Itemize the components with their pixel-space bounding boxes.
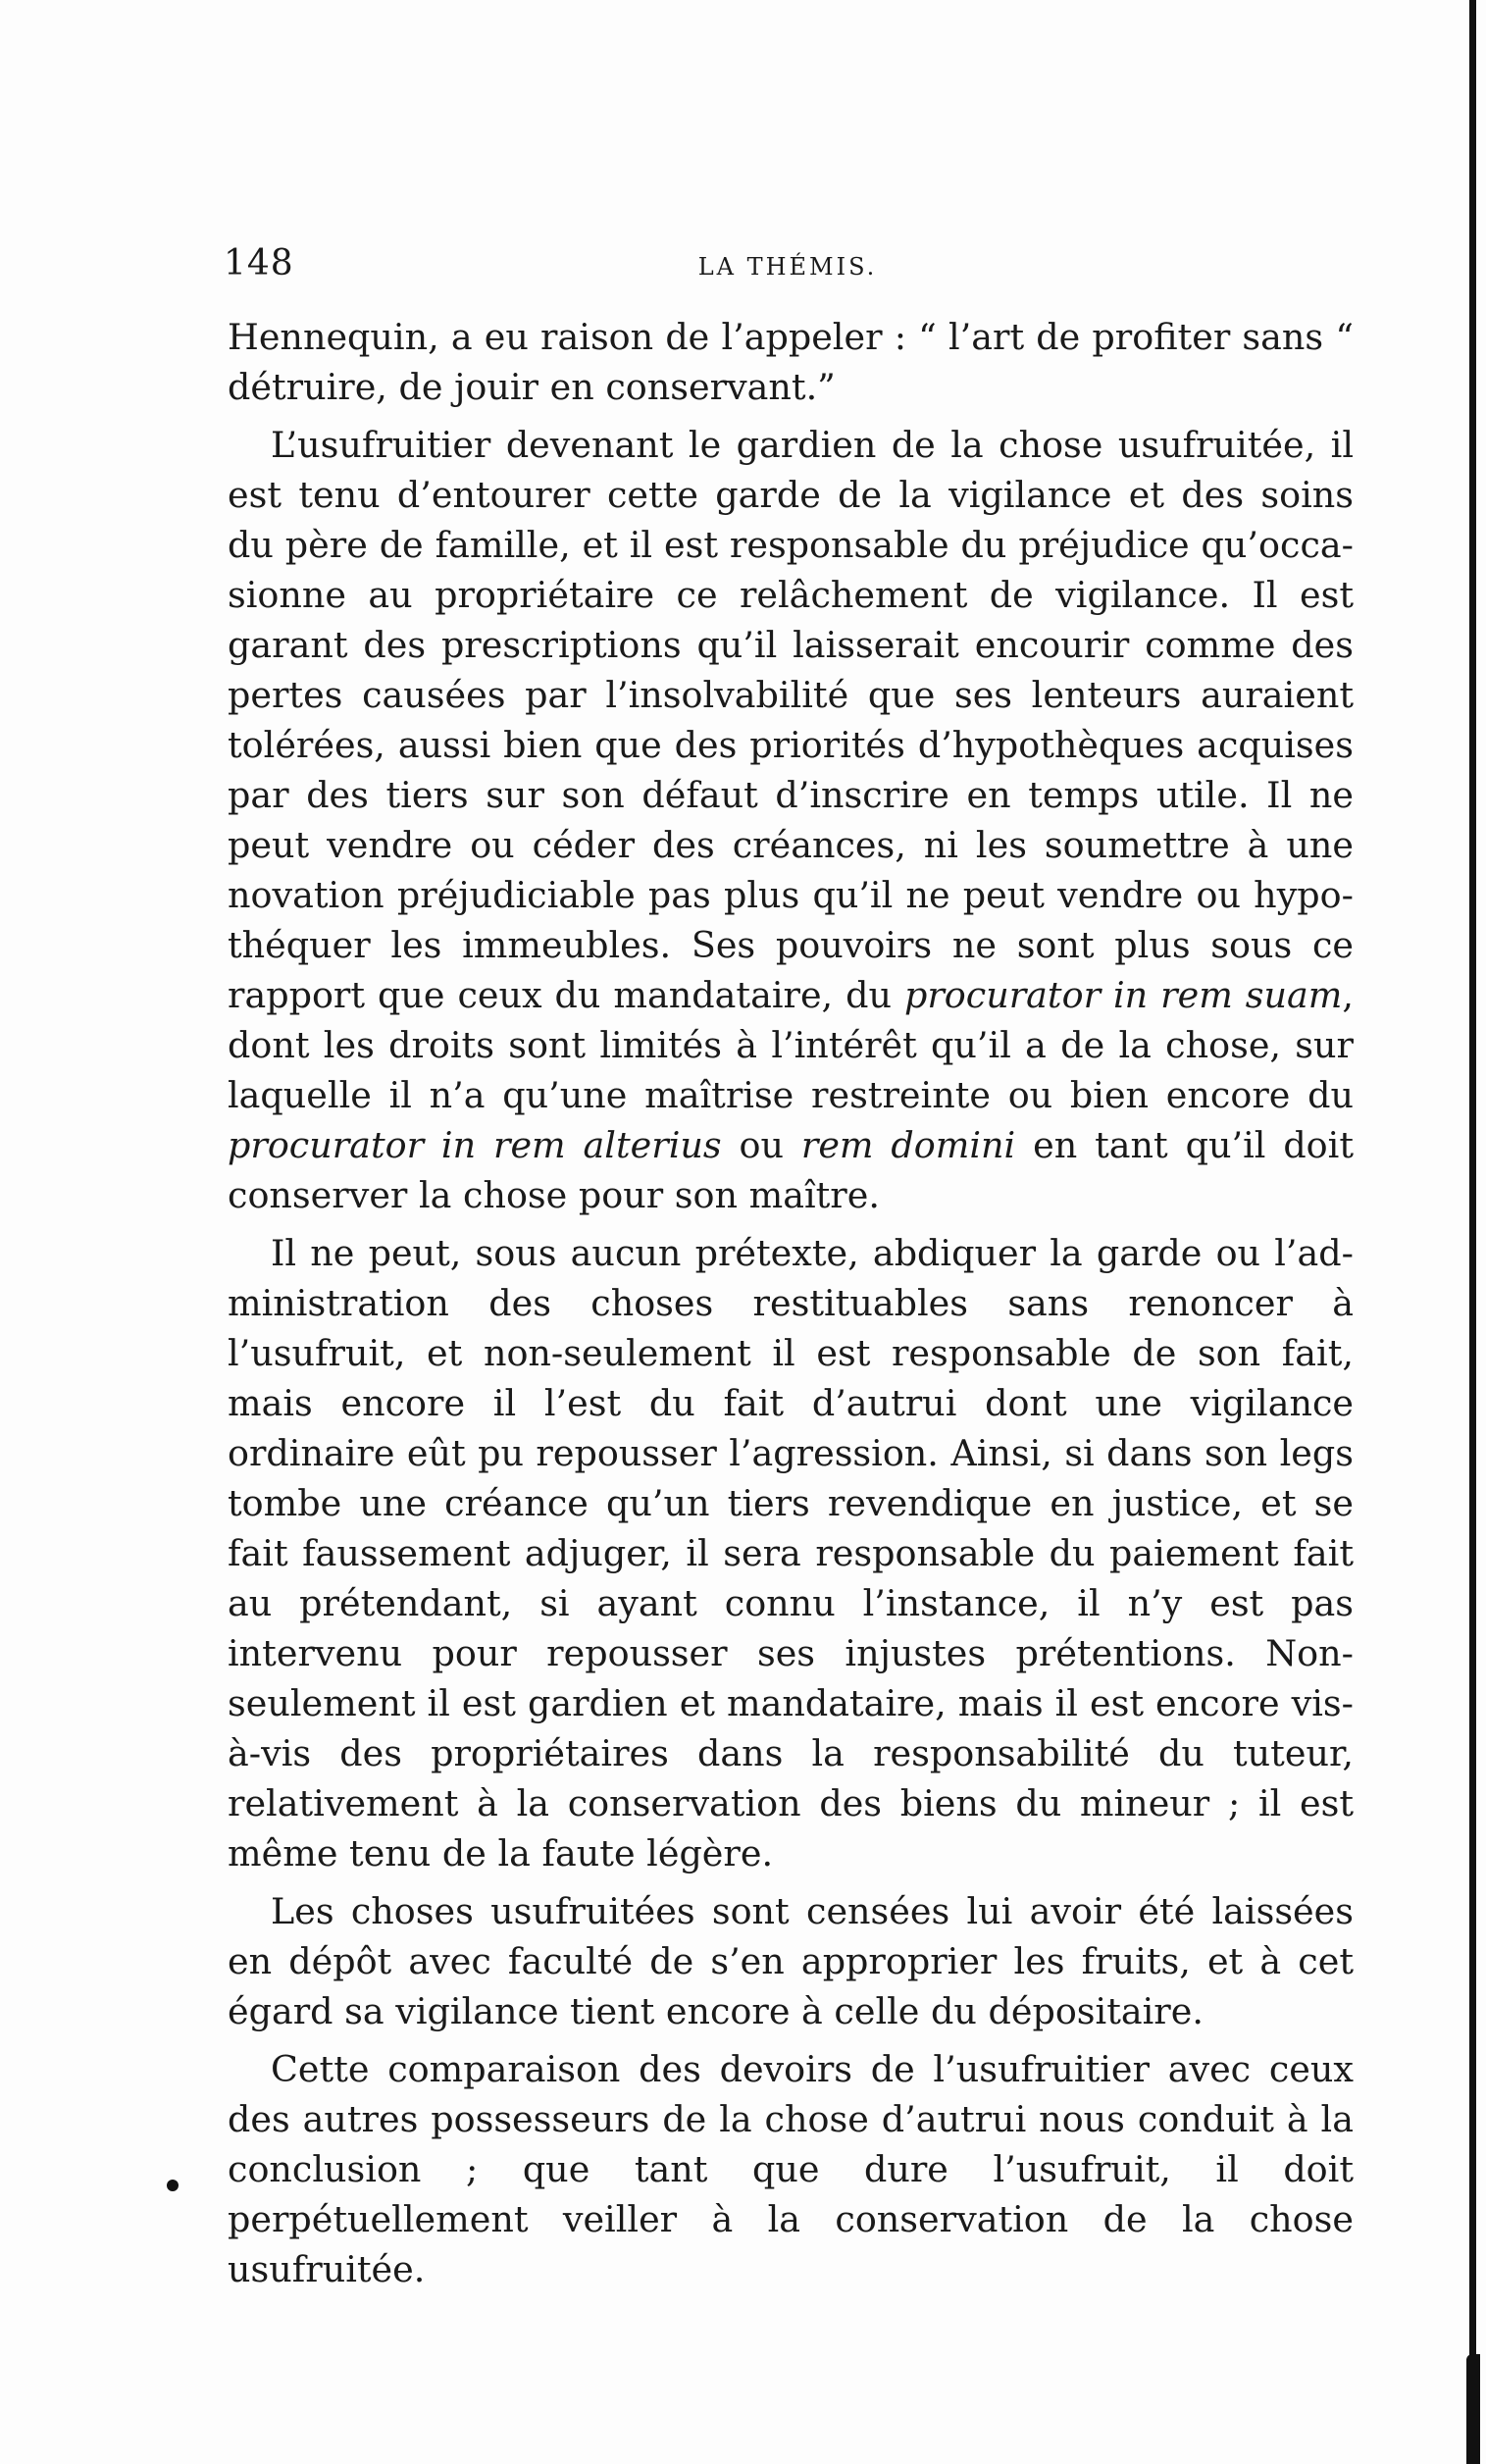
paragraph-2-part-4: en tant qu’il doit conserver la chose pour son maître. [228, 1124, 1355, 1216]
paragraph-2 [228, 420, 1354, 1220]
paragraph-5: Cette comparaison des devoirs de l’usufruitier avec ceux des autres possesseurs de la chose d’autrui nous conduit à la conclusion ; que tant que dure l’usufruit, il doit perpétuellement veiller à la conservation de la chose usufruitée. [228, 2048, 1354, 2290]
latin-term-procurator-in-rem-suam: procurator in rem suam [903, 974, 1343, 1016]
paragraph-2-part-1: L’usufruitier devenant le gardien de la chose usufruitée, il est tenu d’entourer cette garde de la vigilance et des soins du père de famille, et il est responsable du préjudice qu’occasionne au propriétaire ce relâchement de vigilance. Il est garant des prescriptions qu’il laisserait encourir comme des pertes causées par l’insolvabilité que ses lenteurs auraient tolérées, aussi bien que des priorités d’hypothèques acquises par des tiers sur son défaut d’inscrire en temps utile. Il ne peut vendre ou céder des créances, ni les soumettre à une novation préjudiciable pas plus qu’il ne peut vendre ou hypothéquer les immeubles. Ses pouvoirs ne sont plus sous ce rapport que ceux du mandataire, du [228, 424, 1354, 1016]
paragraph-2-part-2: , dont les droits sont limités à l’intérêt qu’il a de la chose, sur laquelle il n’a qu’une maîtrise restreinte ou bien encore du [228, 974, 1354, 1116]
latin-term-rem-domini: rem domini [800, 1124, 1016, 1166]
page-edge-shadow [1466, 2354, 1480, 2464]
paragraph-4: Les choses usufruitées sont censées lui avoir été laissées en dépôt avec faculté de s’en approprier les fruits, et à cet égard sa vigilance tient encore à celle du dépositaire. [228, 1890, 1354, 2032]
ink-speck [167, 2180, 179, 2191]
page-number: 148 [224, 243, 294, 283]
running-title: LA THÉMIS. [697, 253, 878, 281]
body-text [228, 312, 1354, 2294]
latin-term-procurator-in-rem-alterius: procurator in rem alterius [228, 1124, 722, 1166]
paragraph-2-part-3: ou [721, 1124, 801, 1166]
page-header [224, 243, 1352, 292]
page-edge-rule [1469, 0, 1476, 2464]
paragraph-1: Hennequin, a eu raison de l’appeler : “ l’art de profiter sans “ détruire, de jouir en conservant.” [228, 316, 1354, 408]
paragraph-3: Il ne peut, sous aucun prétexte, abdiquer la garde ou l’administration des choses restituables sans renoncer à l’usufruit, et non-seulement il est responsable de son fait, mais encore il l’est du fait d’autrui dont une vigilance ordinaire eût pu repousser l’agression. Ainsi, si dans son legs tombe une créance qu’un tiers revendique en justice, et se fait faussement adjuger, il sera responsable du paiement fait au prétendant, si ayant connu l’instance, il n’y est pas intervenu pour repousser ses injustes prétentions. Non-seulement il est gardien et mandataire, mais il est encore vis-à-vis des propriétaires dans la responsabilité du tuteur, relativement à la conservation des biens du mineur ; il est même tenu de la faute légère. [228, 1232, 1354, 1874]
